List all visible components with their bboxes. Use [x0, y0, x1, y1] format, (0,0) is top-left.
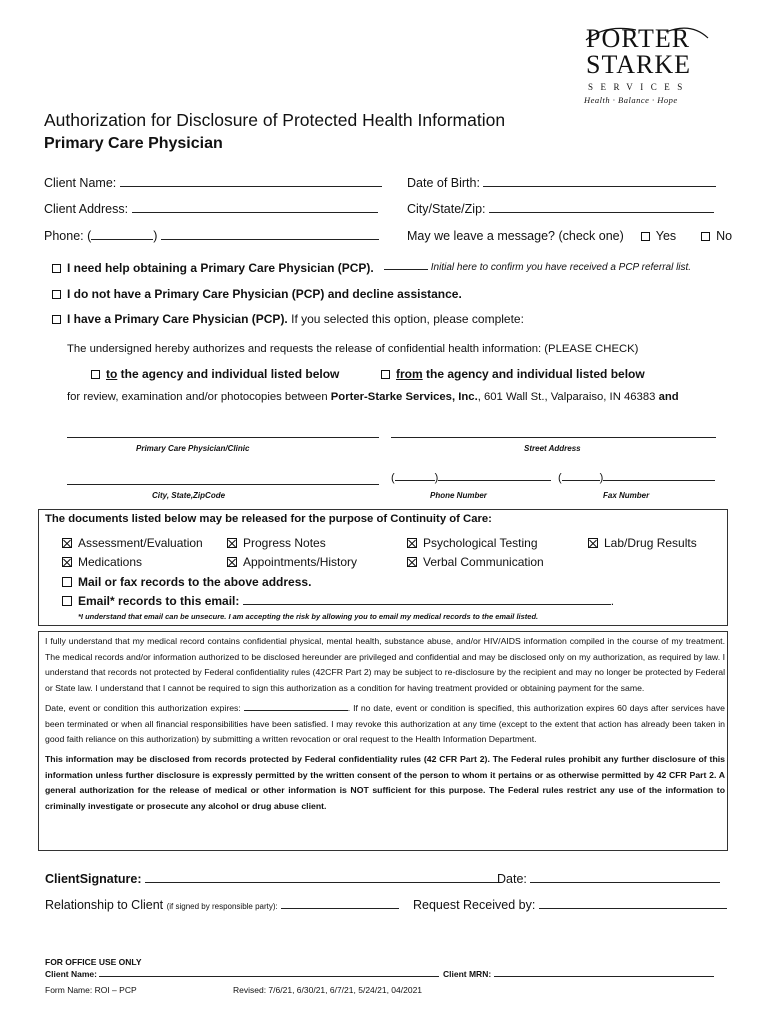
- doc-lab-label: Lab/Drug Results: [604, 536, 697, 550]
- logo-line3: SERVICES: [588, 82, 690, 92]
- review-text: [67, 391, 679, 403]
- no-pcp-checkbox[interactable]: [52, 290, 61, 299]
- phone-label: Phone: (: [44, 229, 92, 243]
- client-address-label: Client Address:: [44, 202, 129, 216]
- recipient-phone-area[interactable]: [395, 480, 435, 481]
- client-signature-label: ClientSignature:: [45, 872, 142, 886]
- received-row: [413, 898, 727, 912]
- email-label: Email* records to this email:: [78, 594, 240, 608]
- recipient-fax-row: ( ): [558, 472, 715, 484]
- client-address-row: [44, 202, 378, 216]
- page-subtitle: Primary Care Physician: [44, 135, 223, 152]
- office-mrn-label: Client MRN:: [443, 969, 492, 979]
- release-to-option: [91, 367, 339, 381]
- expiry-rest: . If no date, event or condition is specified, this authorization expires 60 days after services have been terminated or when all financial responsibilities have been satisfied. I may revoke this authorization at any time (except to the extent that action has already been taken in good faith reliance on this authorization) by submitting a written revocation or oral request to the Health Information Department.: [45, 702, 725, 745]
- message-yes-checkbox[interactable]: [641, 232, 650, 241]
- mail-label: Mail or fax records to the above address.: [78, 575, 312, 589]
- email-end: .: [610, 594, 615, 608]
- doc-lab: [588, 536, 697, 550]
- doc-assessment-label: Assessment/Evaluation: [78, 536, 203, 550]
- recipient-fax-field[interactable]: [603, 480, 715, 481]
- client-address-field[interactable]: [132, 212, 378, 213]
- legal-paragraph-2: [45, 701, 725, 748]
- review-and: and: [658, 391, 679, 403]
- message-yes-label: Yes: [655, 229, 677, 243]
- received-field[interactable]: [539, 908, 727, 909]
- doc-appointments-checkbox[interactable]: [227, 557, 237, 567]
- relationship-label: Relationship to Client: [45, 898, 164, 912]
- message-label: May we leave a message? (check one): [407, 229, 624, 243]
- no-pcp-label: I do not have a Primary Care Physician (PCP) and decline assistance.: [67, 287, 462, 301]
- doc-psych-checkbox[interactable]: [407, 538, 417, 548]
- doc-assessment-checkbox[interactable]: [62, 538, 72, 548]
- office-header: FOR OFFICE USE ONLY: [45, 957, 142, 967]
- recipient-fax-area[interactable]: [562, 480, 600, 481]
- need-pcp-checkbox[interactable]: [52, 264, 61, 273]
- phone-number-caption: Phone Number: [430, 491, 487, 500]
- review-agency: Porter-Starke Services, Inc.: [330, 391, 478, 403]
- initial-row: [384, 262, 691, 273]
- signature-date-label: Date:: [497, 872, 527, 886]
- office-mrn-field[interactable]: [494, 976, 714, 977]
- release-from-u: from: [396, 367, 423, 381]
- doc-progress: [227, 536, 326, 550]
- logo-tagline: Health · Balance · Hope: [584, 95, 678, 105]
- pcp-clinic-field[interactable]: [67, 427, 379, 438]
- doc-medications-label: Medications: [78, 555, 143, 569]
- doc-progress-checkbox[interactable]: [227, 538, 237, 548]
- legal-paragraph-1: I fully understand that my medical record contains confidential physical, mental health, substance abuse, and/or HIV/AIDS information compiled in the course of my treatment. The medical records and/or information authorized to be disclosed hereunder are privileged and confidential and may be disclosed only on my authorization, as required by law. I understand that records not protected by Federal confidentiality rules (42CFR Part 2) may be subject to re-disclosure by the recipient and may no longer be protected by Federal or State law. I understand that I cannot be required to sign this authorization as a condition for having treatment provided or obtaining payment for the same.: [45, 636, 725, 694]
- phone-row: [44, 229, 379, 243]
- review-a: for review, examination and/or photocopies between: [67, 391, 328, 403]
- phone-number-field[interactable]: [161, 239, 379, 240]
- documents-header: The documents listed below may be released for the purpose of Continuity of Care:: [45, 513, 492, 525]
- doc-psych-label: Psychological Testing: [423, 536, 538, 550]
- release-from-checkbox[interactable]: [381, 370, 390, 379]
- street-address-caption: Street Address: [524, 444, 581, 453]
- fax-number-caption: Fax Number: [603, 491, 650, 500]
- relationship-field[interactable]: [281, 908, 399, 909]
- recipient-phone-row: ( ): [391, 472, 551, 484]
- office-mrn-row: [443, 969, 714, 979]
- doc-medications-checkbox[interactable]: [62, 557, 72, 567]
- email-option: [62, 594, 614, 608]
- doc-assessment: [62, 536, 203, 550]
- signature-date-row: [497, 872, 720, 886]
- release-to-label: the agency and individual listed below: [120, 367, 340, 381]
- phone-area-field[interactable]: [91, 239, 153, 240]
- email-note: *I understand that email can be unsecure. I am accepting the risk by allowing you to email my medical records to the email listed.: [78, 612, 539, 621]
- street-address-field[interactable]: [391, 427, 716, 438]
- email-checkbox[interactable]: [62, 596, 72, 606]
- option-have-pcp: [52, 312, 524, 326]
- mail-checkbox[interactable]: [62, 577, 72, 587]
- doc-verbal-label: Verbal Communication: [423, 555, 544, 569]
- client-name-field[interactable]: [120, 186, 382, 187]
- authorize-text: The undersigned hereby authorizes and requests the release of confidential health information: (PLEASE CHECK): [67, 343, 639, 355]
- have-pcp-checkbox[interactable]: [52, 315, 61, 324]
- release-from-option: [381, 367, 645, 381]
- city-field[interactable]: [489, 212, 714, 213]
- client-signature-row: [45, 872, 500, 886]
- email-field[interactable]: [243, 604, 611, 605]
- recipient-phone-field[interactable]: [438, 480, 551, 481]
- revised-dates: Revised: 7/6/21, 6/30/21, 6/7/21, 5/24/21, 04/2021: [233, 985, 423, 995]
- office-client-name-row: [45, 969, 439, 979]
- mail-option: [62, 575, 311, 589]
- city-state-zip-caption: City, State,ZipCode: [152, 491, 226, 500]
- have-pcp-instruction: If you selected this option, please complete:: [291, 312, 524, 326]
- city-label: City/State/Zip:: [407, 202, 486, 216]
- dob-row: [407, 176, 716, 190]
- doc-appointments-label: Appointments/History: [243, 555, 358, 569]
- pcp-clinic-caption: Primary Care Physician/Clinic: [136, 444, 250, 453]
- doc-psych: [407, 536, 538, 550]
- form-name: Form Name: ROI – PCP: [45, 985, 137, 995]
- office-client-name-label: Client Name:: [45, 969, 97, 979]
- message-no-label: No: [716, 229, 733, 243]
- doc-lab-checkbox[interactable]: [588, 538, 598, 548]
- logo-line1: PORTER: [586, 24, 691, 53]
- message-row: [407, 229, 732, 243]
- received-label: Request Received by:: [413, 898, 536, 912]
- doc-verbal: [407, 555, 544, 569]
- phone-paren: ): [153, 229, 158, 243]
- legal-paragraph-3: This information may be disclosed from records protected by Federal confidentiality rules (42 CFR Part 2). The Federal rules prohibit any further disclosure of this information unless further disclosure is expressly permitted by the written consent of the person to whom it pertains or as otherwise permitted by 42 CFR Part 2. A general authorization for the release of medical or other information is NOT sufficient for this purpose. The Federal rules restrict any use of the information to criminally investigate or prosecute any alcohol or drug abuse client.: [45, 753, 725, 812]
- expiry-label: Date, event or condition this authorization expires:: [45, 702, 241, 713]
- release-to-checkbox[interactable]: [91, 370, 100, 379]
- legal-content: [45, 634, 725, 815]
- relationship-note: (if signed by responsible party):: [166, 902, 278, 911]
- page-title: Authorization for Disclosure of Protected Health Information: [44, 110, 506, 130]
- expiry-field[interactable]: [244, 710, 348, 711]
- message-no-checkbox[interactable]: [701, 232, 710, 241]
- office-client-name-field[interactable]: [99, 976, 439, 977]
- need-pcp-label: I need help obtaining a Primary Care Physician (PCP).: [67, 261, 374, 275]
- city-state-zip-field[interactable]: [67, 474, 379, 485]
- dob-label: Date of Birth:: [407, 176, 480, 190]
- city-row: [407, 202, 714, 216]
- doc-medications: [62, 555, 142, 569]
- initial-field[interactable]: [384, 269, 428, 270]
- logo-line2: STARKE: [586, 50, 692, 79]
- doc-appointments: [227, 555, 357, 569]
- logo: [576, 22, 726, 112]
- review-address: , 601 Wall St., Valparaiso, IN 46383: [477, 391, 656, 403]
- doc-progress-label: Progress Notes: [243, 536, 326, 550]
- doc-verbal-checkbox[interactable]: [407, 557, 417, 567]
- option-need-pcp: [52, 261, 374, 275]
- have-pcp-label: I have a Primary Care Physician (PCP).: [67, 312, 288, 326]
- initial-note: Initial here to confirm you have received a PCP referral list.: [430, 262, 692, 273]
- option-no-pcp: [52, 287, 462, 301]
- release-to-u: to: [106, 367, 118, 381]
- relationship-row: [45, 898, 399, 912]
- release-from-label: the agency and individual listed below: [426, 367, 645, 381]
- signature-date-field[interactable]: [530, 882, 720, 883]
- client-signature-field[interactable]: [145, 882, 500, 883]
- client-name-row: [44, 176, 382, 190]
- client-name-label: Client Name:: [44, 176, 117, 190]
- dob-field[interactable]: [483, 186, 716, 187]
